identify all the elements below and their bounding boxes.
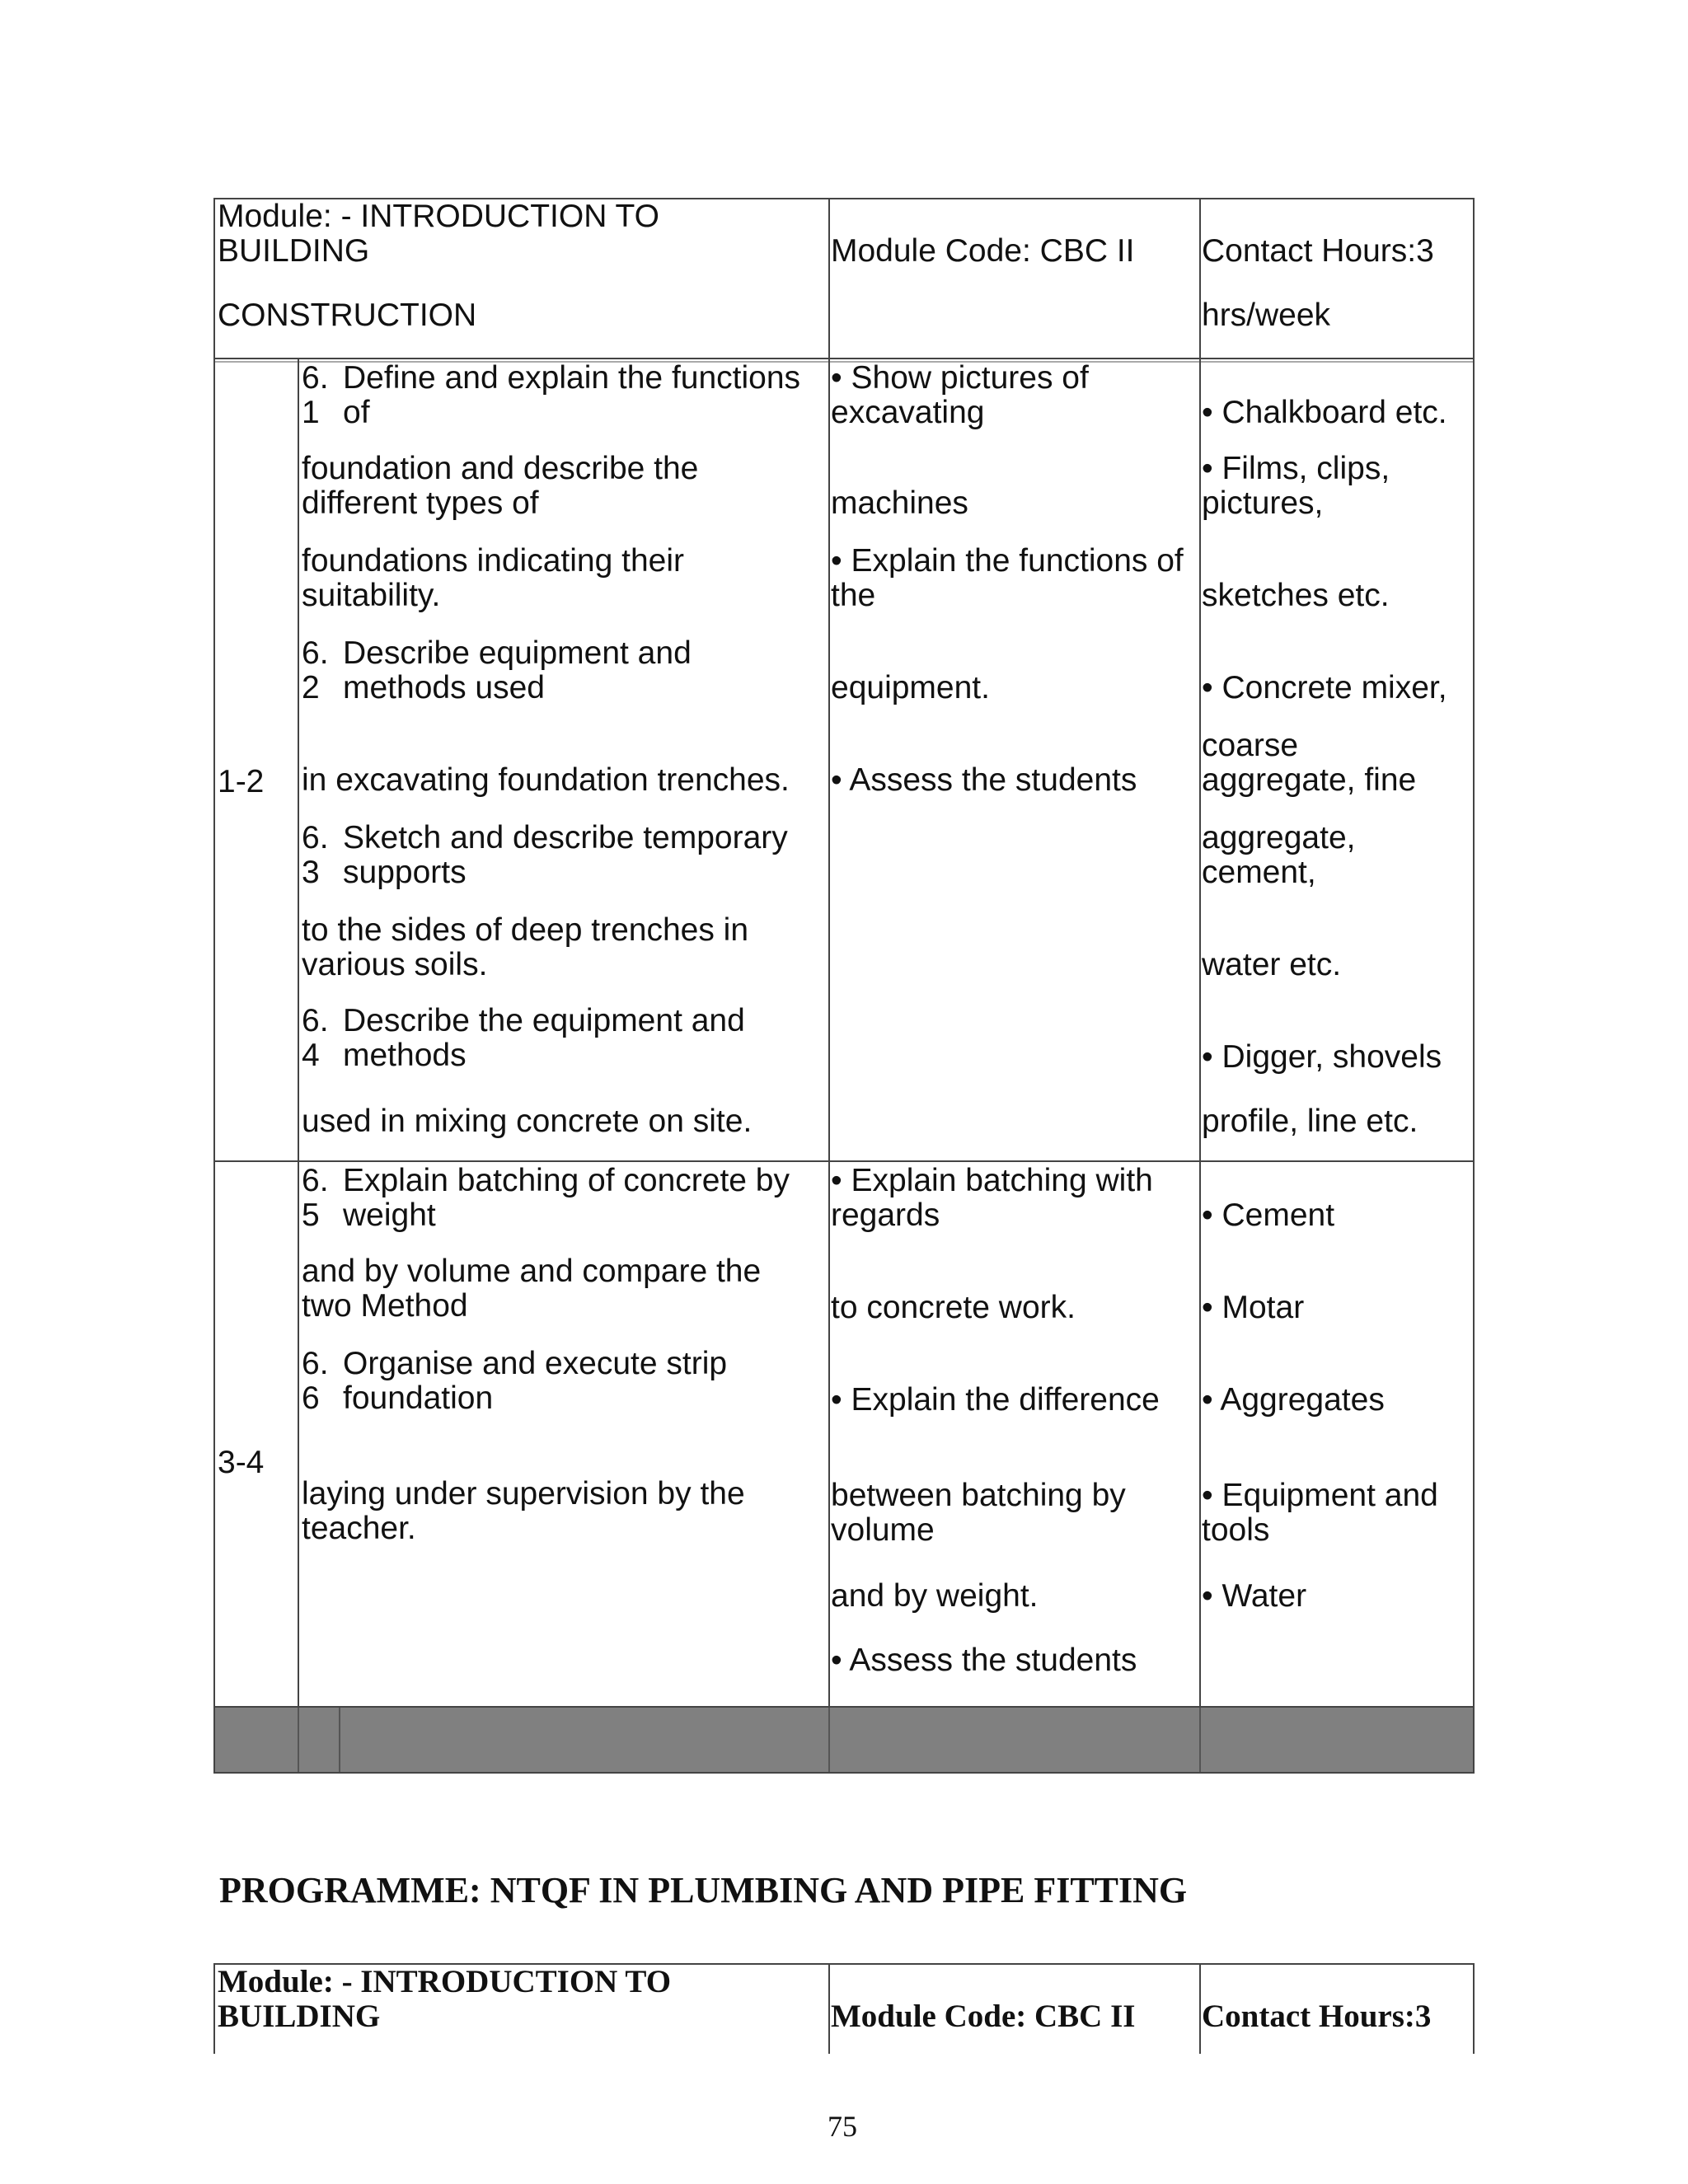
resource-line: aggregate,: [1202, 820, 1356, 855]
resource-line: • Cement: [1202, 1197, 1335, 1233]
table-footer-bar: [215, 1708, 1473, 1772]
page-number: 75: [828, 2110, 857, 2143]
header-module-line1: Module: - INTRODUCTION TO: [218, 199, 659, 234]
objective-text: Organise and execute strip: [343, 1346, 728, 1381]
resource-line: cement,: [1202, 855, 1316, 890]
resource-line: • Digger, shovels: [1202, 1039, 1442, 1075]
activity-line: to concrete work.: [831, 1290, 1076, 1325]
activity-line: • Show pictures of: [831, 360, 1089, 396]
week-label: 3-4: [218, 1445, 265, 1480]
resource-line: • Films, clips,: [1202, 451, 1390, 486]
header-contact-hours-unit: hrs/week: [1202, 298, 1331, 333]
objective-text: Sketch and describe temporary: [343, 820, 788, 855]
resource-line: profile, line etc.: [1202, 1104, 1418, 1139]
activity-line: and by weight.: [831, 1578, 1039, 1614]
objective-number: 6.: [302, 635, 329, 671]
objective-text: foundation: [343, 1380, 494, 1416]
objective-continuation: foundation and describe the different types of: [302, 451, 699, 521]
header-module-line2: BUILDING: [218, 233, 370, 269]
objective-continuation: foundations indicating their suitability.: [302, 543, 684, 613]
header-module-line3: CONSTRUCTION: [218, 298, 477, 333]
table2-module-code: Module Code: CBC II: [831, 1999, 1136, 2034]
resource-line: aggregate, fine: [1202, 762, 1417, 798]
resource-line: • Concrete mixer,: [1202, 670, 1447, 705]
objective-text: methods used: [343, 670, 545, 705]
activity-line: machines: [831, 485, 968, 521]
activity-line: volume: [831, 1512, 935, 1548]
table2-module-title: [218, 1965, 671, 2034]
resource-line: • Water: [1202, 1578, 1307, 1614]
objective-number: 6.: [302, 1163, 329, 1198]
objective-number: 5: [302, 1197, 320, 1233]
objective-number: 6.: [302, 1003, 329, 1038]
objective-text: methods: [343, 1038, 467, 1073]
objective-continuation: to the sides of deep trenches in various soils.: [302, 912, 749, 982]
objective-text: of: [343, 395, 370, 430]
objective-number: 6.: [302, 820, 329, 855]
table2-module-line1: Module: - INTRODUCTION TO: [218, 1964, 672, 1999]
objective-continuation: laying under supervision by the teacher.: [302, 1476, 745, 1546]
header-module-code: Module Code: CBC II: [831, 233, 1135, 269]
objective-text: Explain batching of concrete by: [343, 1163, 790, 1198]
header-contact-hours: Contact Hours:3: [1202, 233, 1434, 269]
objective-text: supports: [343, 855, 467, 890]
objective-number: 4: [302, 1038, 320, 1073]
week-label: 1-2: [218, 764, 265, 799]
resource-line: tools: [1202, 1512, 1270, 1548]
activity-line: • Explain batching with: [831, 1163, 1153, 1198]
activity-line: regards: [831, 1197, 940, 1233]
table2-module-line2: BUILDING: [218, 1999, 381, 2034]
table2-contact-hours: Contact Hours:3: [1202, 1999, 1432, 2034]
objective-number: 3: [302, 855, 320, 890]
resource-line: • Equipment and: [1202, 1478, 1438, 1513]
objective-text: weight: [343, 1197, 436, 1233]
objective-number: 6: [302, 1380, 320, 1416]
objective-continuation: used in mixing concrete on site.: [302, 1104, 753, 1139]
resource-line: pictures,: [1202, 485, 1324, 521]
activity-line: • Assess the students: [831, 1643, 1137, 1678]
resource-line: • Aggregates: [1202, 1382, 1385, 1418]
header-module-title: [218, 199, 659, 269]
objective-number: 1: [302, 395, 320, 430]
objective-text: Describe the equipment and: [343, 1003, 745, 1038]
programme-heading: PROGRAMME: NTQF IN PLUMBING AND PIPE FITTING: [219, 1870, 1188, 1910]
activity-line: between batching by: [831, 1478, 1126, 1513]
resource-line: • Chalkboard etc.: [1202, 395, 1447, 430]
objective-number: 6.: [302, 360, 329, 396]
activity-line: equipment.: [831, 670, 990, 705]
resource-line: water etc.: [1202, 947, 1342, 982]
objective-text: Define and explain the functions: [343, 360, 801, 396]
activity-line: excavating: [831, 395, 985, 430]
activity-line: • Explain the functions of: [831, 543, 1184, 579]
activity-line: • Explain the difference: [831, 1382, 1160, 1418]
objective-number: 6.: [302, 1346, 329, 1381]
objective-continuation: in excavating foundation trenches.: [302, 762, 790, 798]
activity-line: • Assess the students: [831, 762, 1137, 798]
objective-continuation: and by volume and compare the two Method: [302, 1254, 762, 1324]
objective-text: Describe equipment and: [343, 635, 692, 671]
resource-line: sketches etc.: [1202, 578, 1390, 613]
objective-number: 2: [302, 670, 320, 705]
resource-line: • Motar: [1202, 1290, 1305, 1325]
resource-line: coarse: [1202, 728, 1299, 763]
activity-line: the: [831, 578, 876, 613]
